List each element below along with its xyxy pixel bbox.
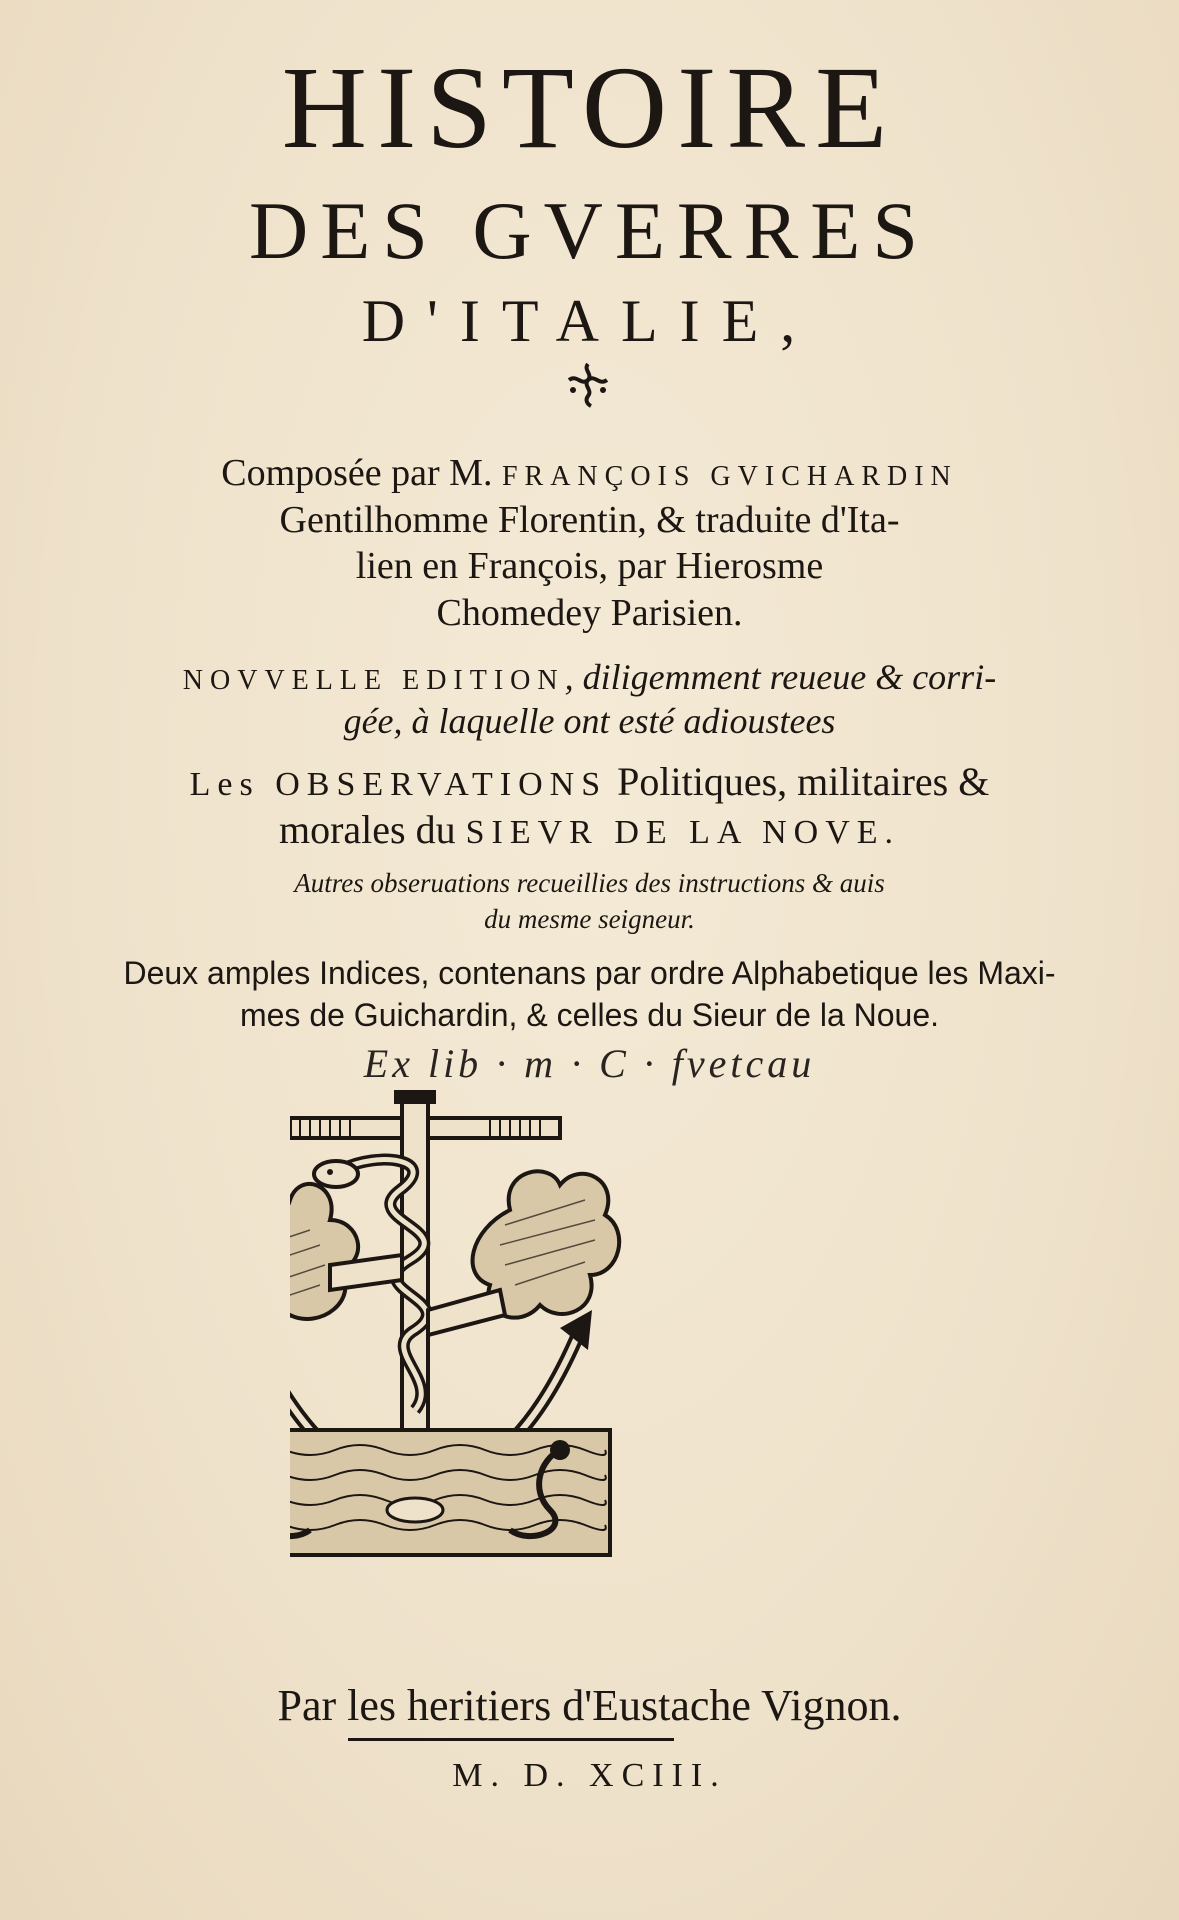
ownership-inscription: Ex lib · m · C · fvetcau (363, 1041, 816, 1086)
publisher-imprint: Par les heritiers d'Eustache Vignon. (277, 1681, 902, 1730)
edition-line-2: gée, à laquelle ont esté adioustees (343, 701, 836, 741)
edition-label: NOVVELLE EDITION (182, 665, 565, 696)
observations-line-1 (0, 758, 1179, 805)
indices-line-2: mes de Guichardin, & celles du Sieur de la Noue. (239, 997, 940, 1033)
author-name: FRANÇOIS GVICHARDIN (501, 461, 958, 492)
observations-line-2 (0, 806, 1179, 853)
author-line-2: Gentilhomme Florentin, & traduite d'Ita- (279, 499, 900, 541)
title-line-1: HISTOIRE (281, 42, 898, 173)
publication-date: M. D. XCIII. (452, 1757, 727, 1794)
author-prefix: Composée par M. (221, 452, 502, 494)
observations-prefix: morales du (278, 807, 466, 852)
printers-device-anchor-serpent-icon (290, 1090, 690, 1560)
title-line-3: D'ITALIE, (361, 288, 818, 354)
autres-line-1: Autres obseruations recueillies des instructions & auis (294, 868, 885, 898)
autres-line-2: du mesme seigneur. (484, 904, 695, 934)
author-line-4: Chomedey Parisien. (436, 592, 743, 634)
title-line-2: DES GVERRES (248, 185, 930, 276)
indices-line-1: Deux amples Indices, contenans par ordre Alphabetique les Maxi- (123, 955, 1056, 991)
fleuron-icon (565, 360, 611, 408)
observations-label: Les OBSERVATIONS (189, 766, 608, 803)
imprint-rule (348, 1738, 674, 1741)
observations-author: SIEVR DE LA NOVE. (465, 814, 901, 851)
author-line-1 (0, 450, 1179, 500)
author-line-3: lien en François, par Hierosme (355, 545, 824, 587)
edition-line-1 (0, 656, 1179, 698)
edition-text: , diligemment reueue & corri- (564, 657, 997, 697)
observations-text: Politiques, militaires & (607, 759, 990, 804)
